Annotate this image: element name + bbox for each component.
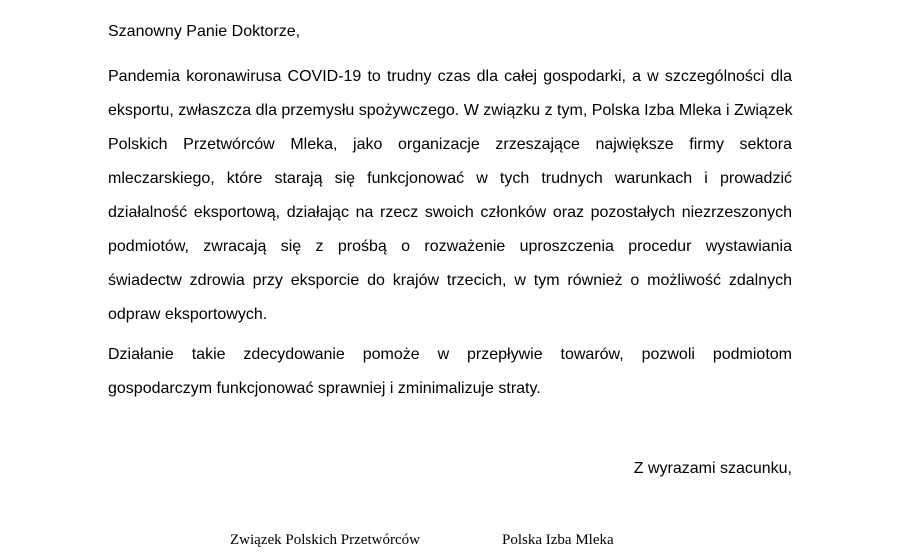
paragraph-1-line: podmiotów, zwracają się z prośbą o rozważenie uproszczenia procedur wystawiania <box>108 238 792 255</box>
paragraph-1-line: eksportu, zwłaszcza dla przemysłu spożywczego. W związku z tym, Polska Izba Mleka i Związek <box>108 102 793 119</box>
paragraph-1-line: świadectw zdrowia przy eksporcie do krajów trzecich, w tym również o możliwość zdalnych <box>108 272 792 289</box>
paragraph-1-line: Polskich Przetwórców Mleka, jako organizacje zrzeszające największe firmy sektora <box>108 136 792 153</box>
paragraph-2 <box>108 338 792 406</box>
paragraph-2-line: Działanie takie zdecydowanie pomoże w przepływie towarów, pozwoli podmiotom <box>108 346 792 363</box>
paragraph-1-line: odpraw eksportowych. <box>108 306 268 323</box>
paragraph-1 <box>108 60 792 332</box>
closing: Z wyrazami szacunku, <box>633 460 792 477</box>
paragraph-1-line: działalność eksportową, działając na rzecz swoich członków oraz pozostałych niezrzeszonych <box>108 204 792 221</box>
salutation: Szanowny Panie Doktorze, <box>108 23 301 40</box>
signature-organization: Związek Polskich Przetwórców <box>230 532 420 548</box>
paragraph-2-line: gospodarczym funkcjonować sprawniej i zminimalizuje straty. <box>108 380 541 397</box>
signatures <box>0 532 900 552</box>
signature-organization: Polska Izba Mleka <box>502 532 614 548</box>
paragraph-1-line: mleczarskiego, które starają się funkcjonować w tych trudnych warunkach i prowadzić <box>108 170 792 187</box>
paragraph-1-line: Pandemia koronawirusa COVID-19 to trudny czas dla całej gospodarki, a w szczególności dla <box>108 68 792 85</box>
